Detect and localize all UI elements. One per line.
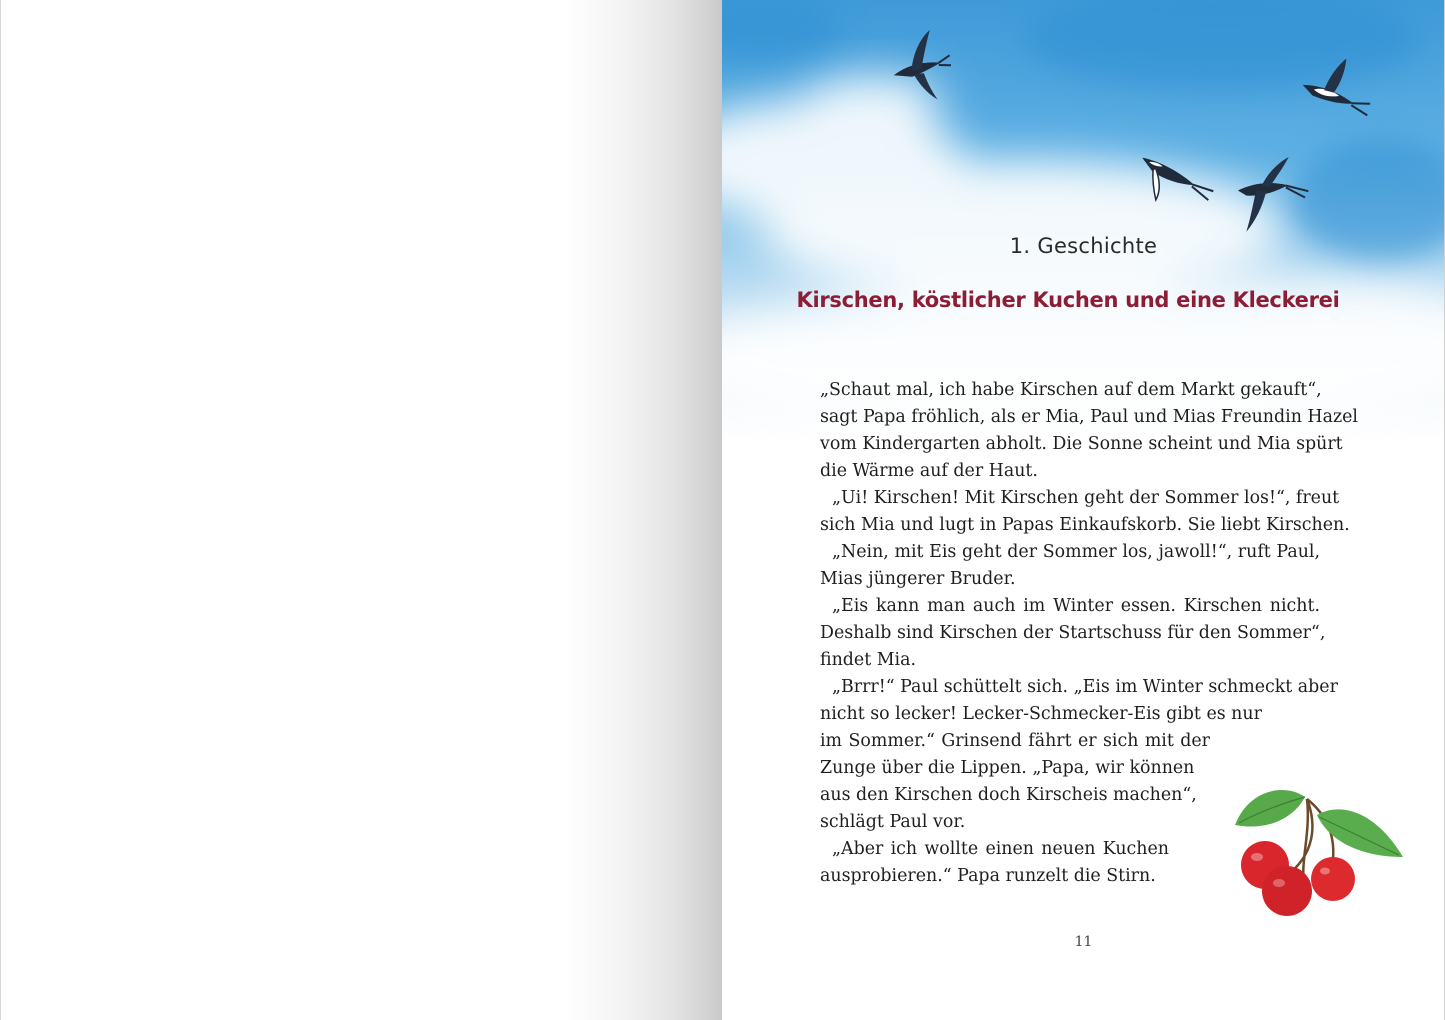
text-line: nicht so lecker! Lecker-Schmecker-Eis gibt es nur (820, 704, 1262, 724)
text-line: findet Mia. (820, 650, 917, 670)
text-line: ausprobieren.“ Papa runzelt die Stirn. (820, 866, 1156, 886)
text-line: Zunge über die Lippen. „Papa, wir können (820, 758, 1195, 778)
text-line: schlägt Paul vor. (820, 812, 966, 832)
chapter-title: Kirschen, köstlicher Kuchen und eine Kleckerei (796, 288, 1340, 312)
text-line: die Wärme auf der Haut. (820, 461, 1038, 481)
swallow-icon (888, 28, 955, 105)
chapter-number: 1. Geschichte (1009, 234, 1158, 258)
text-line: „Ui! Kirschen! Mit Kirschen geht der Sommer los!“, freut (832, 488, 1340, 508)
page-number: 11 (1074, 934, 1093, 950)
text-line: „Eis kann man auch im Winter essen. Kirschen nicht. (832, 596, 1320, 616)
text-line: sagt Papa fröhlich, als er Mia, Paul und Mias Freundin Hazel (820, 407, 1358, 427)
text-line: „Schaut mal, ich habe Kirschen auf dem Markt gekauft“, (820, 380, 1322, 400)
swallows-illustration (722, 0, 1445, 260)
text-line: Deshalb sind Kirschen der Startschuss für den Sommer“, (820, 623, 1326, 643)
cherries-icon (1227, 785, 1417, 925)
text-line: Mias jüngerer Bruder. (820, 569, 1016, 589)
swallow-icon (1299, 50, 1379, 115)
right-page (722, 0, 1445, 1020)
swallow-icon (1131, 157, 1216, 216)
text-line: „Brrr!“ Paul schüttelt sich. „Eis im Winter schmeckt aber (832, 677, 1338, 697)
swallow-icon (1235, 155, 1312, 232)
text-line: vom Kindergarten abholt. Die Sonne scheint und Mia spürt (820, 434, 1343, 454)
text-line: aus den Kirschen doch Kirscheis machen“, (820, 785, 1197, 805)
text-line: „Nein, mit Eis geht der Sommer los, jawoll!“, ruft Paul, (832, 542, 1320, 562)
text-line: im Sommer.“ Grinsend fährt er sich mit der (820, 731, 1210, 751)
left-page-blank (0, 0, 722, 1020)
text-line: „Aber ich wollte einen neuen Kuchen (832, 839, 1169, 859)
text-line: sich Mia und lugt in Papas Einkaufskorb. Sie liebt Kirschen. (820, 515, 1350, 535)
